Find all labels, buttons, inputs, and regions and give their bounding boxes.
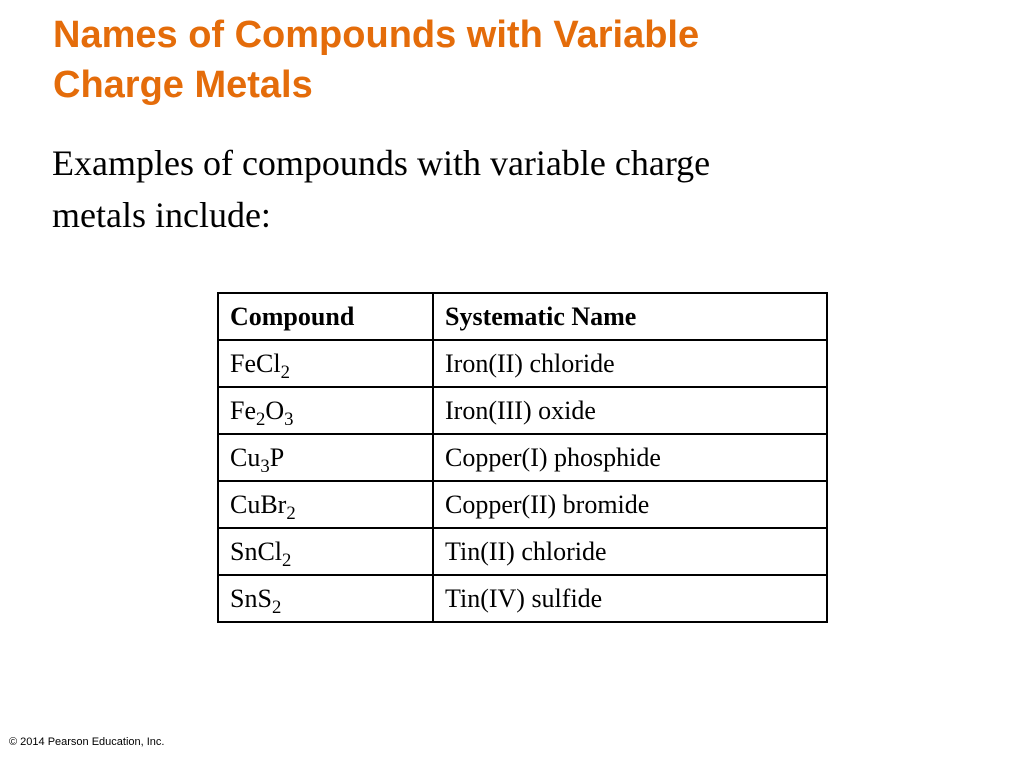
formula-element: Br	[260, 489, 287, 519]
formula-element: P	[269, 442, 285, 472]
table-row	[218, 528, 827, 575]
formula-element: O	[265, 395, 285, 425]
slide-title	[53, 10, 953, 110]
table-row	[218, 387, 827, 434]
intro-text-line-1: Examples of compounds with variable charge	[52, 143, 711, 183]
formula-element: Sn	[230, 583, 258, 613]
slide-title-line-1: Names of Compounds with Variable	[53, 14, 700, 56]
compound-formula	[218, 434, 433, 481]
compound-formula	[218, 528, 433, 575]
slide-title-line-2: Charge Metals	[53, 64, 313, 106]
formula-subscript: 2	[271, 597, 282, 619]
intro-text-line-2: metals include:	[52, 195, 271, 235]
formula-subscript: 2	[256, 409, 266, 431]
systematic-name: Tin(IV) sulfide	[433, 575, 827, 622]
compound-formula	[218, 340, 433, 387]
systematic-name: Tin(II) chloride	[433, 528, 827, 575]
systematic-name: Copper(I) phosphide	[433, 434, 827, 481]
compound-formula	[218, 575, 433, 622]
table-row	[218, 575, 827, 622]
table-row	[218, 434, 827, 481]
formula-element: Sn	[230, 536, 258, 566]
table-row	[218, 340, 827, 387]
formula-element: Cu	[230, 442, 261, 472]
header-systematic-name: Systematic Name	[433, 293, 827, 340]
formula-element: Cl	[256, 348, 281, 378]
table-row	[218, 481, 827, 528]
systematic-name: Iron(III) oxide	[433, 387, 827, 434]
copyright-notice: © 2014 Pearson Education, Inc.	[9, 736, 165, 748]
formula-subscript: 2	[286, 503, 296, 525]
formula-element: S	[257, 583, 272, 613]
formula-element: Fe	[230, 395, 256, 425]
intro-text	[52, 137, 952, 241]
formula-element: Cu	[230, 489, 261, 519]
header-compound: Compound	[218, 293, 433, 340]
systematic-name: Iron(II) chloride	[433, 340, 827, 387]
table-body	[218, 340, 827, 622]
compound-formula	[218, 481, 433, 528]
compound-formula	[218, 387, 433, 434]
formula-subscript: 3	[260, 456, 270, 478]
formula-element: Cl	[257, 536, 283, 566]
table-header-row	[218, 293, 827, 340]
formula-subscript: 2	[280, 362, 290, 384]
compounds-table	[217, 292, 828, 623]
formula-element: Fe	[230, 348, 256, 378]
systematic-name: Copper(II) bromide	[433, 481, 827, 528]
formula-subscript: 2	[282, 550, 292, 572]
formula-subscript: 3	[284, 409, 294, 431]
